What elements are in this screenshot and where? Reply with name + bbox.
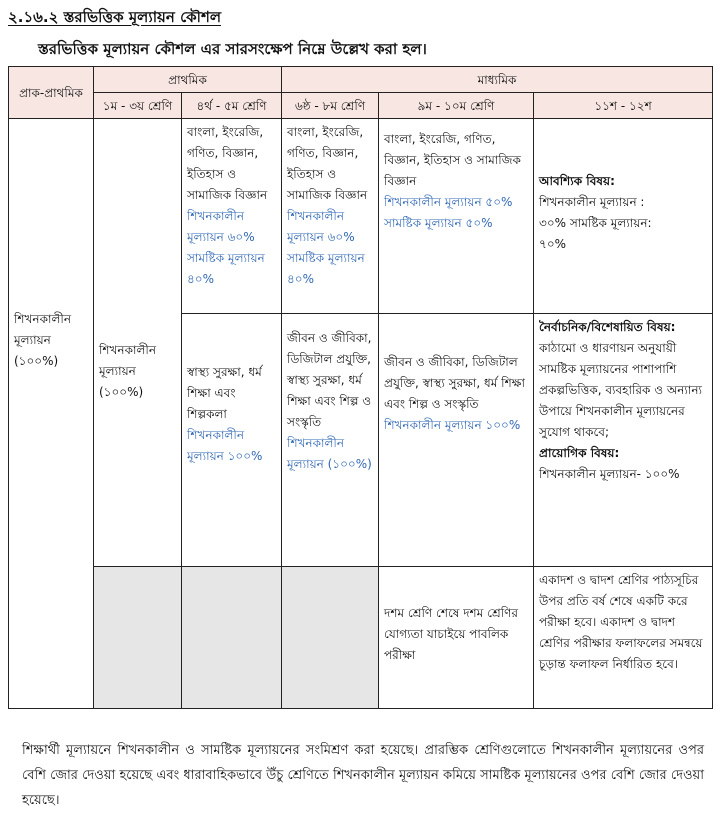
header-preprimary: প্রাক-প্রাথমিক	[9, 67, 94, 119]
header-grade-4-5: ৪র্থ - ৫ম শ্রেণি	[182, 93, 282, 119]
subjects-text: বাংলা, ইংরেজি, গণিত, বিজ্ঞান, ইতিহাস ও সামাজিক বিজ্ঞান	[187, 125, 268, 202]
cell-r2-grade-4-5	[182, 314, 282, 567]
subjects-text: বাংলা, ইংরেজি, গণিত, বিজ্ঞান, ইতিহাস ও সামাজিক বিজ্ঞান	[287, 125, 368, 202]
formative-text: শিখনকালীন মূল্যায়ন ৬০%	[187, 209, 255, 244]
elective-title: নৈর্বাচনিক/বিশেষায়িত বিষয়:	[539, 320, 676, 334]
header-grade-9-10: ৯ম - ১০ম শ্রেণি	[379, 93, 534, 119]
header-grade-1-3: ১ম - ৩য় শ্রেণি	[94, 93, 182, 119]
subjects-text: জীবন ও জীবিকা, ডিজিটাল প্রযুক্তি, স্বাস্থ্য সুরক্ষা, ধর্ম শিক্ষা এবং শিল্প ও সংস্কৃতি	[384, 355, 525, 411]
summative-text: সামষ্টিক মূল্যায়ন ৪০%	[187, 251, 265, 286]
cell-r2-grade-9-10	[379, 314, 534, 567]
summary-paragraph: শিক্ষার্থী মূল্যায়নে শিখনকালীন ও সামষ্টিক মূল্যায়নের সংমিশ্রণ করা হয়েছে। প্রারম্ভিক শ্রেণিগুলোতে শিখনকালীন মূল্যায়নের ওপর বেশি জোর দেওয়া হয়েছে এবং ধারাবাহিকভাবে উঁচু শ্রেণিতে শিখনকালীন মূল্যায়ন কমিয়ে সামষ্টিক মূল্যায়নের ওপর বেশি জোর দেওয়া হয়েছে।	[22, 743, 704, 808]
cell-r2-grade-6-8	[282, 314, 379, 567]
formative-text: শিখনকালীন মূল্যায়ন ১০০%	[187, 428, 263, 463]
assessment-table	[8, 66, 713, 709]
cell-r3-grade-6-8	[282, 567, 379, 709]
formative-text: শিখনকালীন মূল্যায়ন ৬০%	[287, 209, 355, 244]
header-grade-6-8: ৬ষ্ঠ - ৮ম শ্রেণি	[282, 93, 379, 119]
header-secondary: মাধ্যমিক	[282, 67, 713, 93]
summative-text: সামষ্টিক মূল্যায়ন ৪০%	[287, 251, 365, 286]
section-subheading: স্তরভিত্তিক মূল্যায়ন কৌশল এর সারসংক্ষেপ নিম্নে উল্লেখ করা হল।	[38, 40, 427, 58]
summative-text: সামষ্টিক মূল্যায়ন ৫০%	[384, 216, 493, 230]
elective-body: কাঠামো ও ধারণায়ন অনুযায়ী সামষ্টিক মূল্যায়নের পাশাপাশি প্রকল্পভিত্তিক, ব্যবহারিক ও অন্যান্য উপায়ে শিখনকালীন মূল্যায়নের সুযোগ থাকবে;	[539, 341, 703, 439]
practical-title: প্রায়োগিক বিষয়:	[539, 446, 620, 460]
cell-r3-grade-1-3	[94, 567, 182, 709]
section-heading: ২.১৬.২ স্তরভিত্তিক মূল্যায়ন কৌশল	[8, 8, 221, 26]
practical-body: শিখনকালীন মূল্যায়ন- ১০০%	[539, 467, 680, 481]
cell-r1-grade-4-5	[182, 119, 282, 314]
compulsory-line-1: শিখনকালীন মূল্যায়ন :	[539, 195, 645, 209]
formative-text: শিখনকালীন মূল্যায়ন ৫০%	[384, 195, 513, 209]
formative-text: শিখনকালীন মূল্যায়ন (১০০%)	[287, 436, 372, 471]
cell-r1-grade-9-10	[379, 119, 534, 314]
header-primary: প্রাথমিক	[94, 67, 282, 93]
compulsory-title: আবশ্যিক বিষয়:	[539, 174, 615, 188]
compulsory-line-2: ৩০% সামষ্টিক মূল্যায়ন:	[539, 216, 652, 230]
cell-r1-grade-11-12	[534, 119, 713, 314]
cell-r3-grade-11-12: একাদশ ও দ্বাদশ শ্রেণির পাঠ্যসূচির উপর প্রতি বর্ষ শেষে একটি করে পরীক্ষা হবে। একাদশ ও দ্বাদশ শ্রেণির পরীক্ষার ফলাফলের সমন্বয়ে চূড়ান্ত ফলাফল নির্ধারিত হবে।	[534, 567, 713, 709]
cell-r2-grade-11-12	[534, 314, 713, 567]
cell-r3-grade-4-5	[182, 567, 282, 709]
subjects-text: বাংলা, ইংরেজি, গণিত, বিজ্ঞান, ইতিহাস ও সামাজিক বিজ্ঞান	[384, 132, 521, 188]
cell-r3-grade-9-10: দশম শ্রেণি শেষে দশম শ্রেণির যোগ্যতা যাচাইয়ে পাবলিক পরীক্ষা	[379, 567, 534, 709]
cell-preprimary: শিখনকালীন মূল্যায়ন (১০০%)	[9, 119, 94, 709]
compulsory-line-3: ৭০%	[539, 237, 567, 251]
subjects-text: স্বাস্থ্য সুরক্ষা, ধর্ম শিক্ষা এবং শিল্পকলা	[187, 365, 262, 421]
cell-grade-1-3: শিখনকালীন মূল্যায়ন (১০০%)	[94, 119, 182, 567]
cell-r1-grade-6-8	[282, 119, 379, 314]
header-grade-11-12: ১১শ - ১২শ	[534, 93, 713, 119]
subjects-text: জীবন ও জীবিকা, ডিজিটাল প্রযুক্তি, স্বাস্থ্য সুরক্ষা, ধর্ম শিক্ষা এবং শিল্প ও সংস্কৃতি	[287, 331, 372, 429]
formative-text: শিখনকালীন মূল্যায়ন ১০০%	[384, 418, 521, 432]
